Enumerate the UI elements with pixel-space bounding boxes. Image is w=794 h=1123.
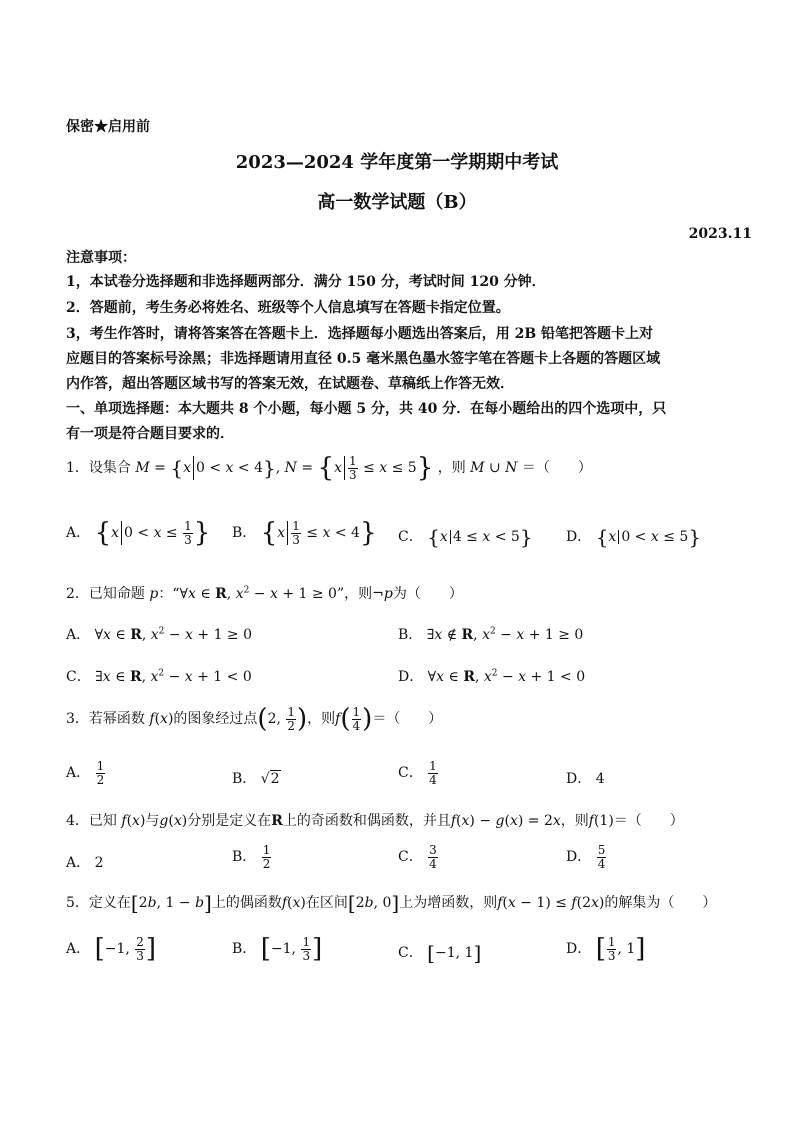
q1-option-a[interactable]: A． {x 0 < x ≤ $\frac{1}{3}$ }: [66, 518, 211, 549]
q1-option-b[interactable]: B． {x $\frac{1}{3}$ ≤ x < 4}: [232, 518, 377, 549]
exam-title: 2023—2024 学年度第一学期期中考试: [235, 152, 559, 173]
q4-option-c[interactable]: C． $\frac{3}{4}$: [398, 843, 437, 871]
q1-union: M: [470, 460, 485, 477]
secret-label: 保密★启用前: [66, 119, 150, 135]
q1-option-c[interactable]: C． {x 4 ≤ x < 5}: [398, 525, 533, 549]
q1-set-m: M = {x 0 < x < 4}, N = {x $\frac{1}{3}$ ≤ x ≤ 5}: [135, 453, 434, 484]
q2-option-b[interactable]: B． ∃x ∉ R, $x^2 - x + 1 \ge 0$: [398, 626, 584, 643]
note-3-line2: 应题目的答案标号涂黑；非选择题请用直径 0.5 毫米黑色墨水签字笔在答题卡上各题的答题区域: [66, 351, 661, 367]
q5-option-a[interactable]: A． [−1, $\frac{2}{3}$ ]: [66, 934, 157, 965]
q3-option-a[interactable]: A． $\frac{1}{2}$: [66, 759, 105, 787]
note-2: 2．答题前，考生务必将姓名、班级等个人信息填写在答题卡指定位置。: [66, 300, 510, 316]
exam-subtitle: 高一数学试题（B）: [317, 192, 477, 213]
note-1: 1，本试卷分选择题和非选择题两部分．满分 150 分，考试时间 120 分钟．: [66, 274, 546, 290]
q1-prefix: 1．设集合: [66, 460, 131, 477]
question-4-stem: 4．已知 f(x)与g(x)分别是定义在R上的奇函数和偶函数，并且f(x) − g(x) = 2x，则f(1)＝（ ）: [66, 813, 684, 829]
note-3-line1: 3，考生作答时，请将答案答在答题卡上．选择题每小题选出答案后，用 2B 铅笔把答题卡上对: [66, 326, 654, 342]
section1-line1: 一、单项选择题：本大题共 8 个小题，每小题 5 分，共 40 分．在每小题给出的四个选项中，只: [66, 401, 667, 417]
q2-proposition: ∀x ∈ R, $x^2 - x + 1 \ge 0$: [179, 585, 337, 602]
question-2-stem: 2．已知命题 p：“∀x ∈ R, $x^2 - x + 1 \ge 0$”，则¬p为（ ）: [66, 585, 463, 602]
q5-option-d[interactable]: D． [ $\frac{1}{3}$ , 1]: [566, 934, 646, 965]
section1-line2: 有一项是符合题目要求的．: [66, 426, 234, 442]
notes-heading: 注意事项：: [66, 250, 136, 266]
q4-option-d[interactable]: D． $\frac{5}{4}$: [566, 843, 606, 871]
exam-date: 2023.11: [688, 226, 752, 242]
q2-option-c[interactable]: C． ∃x ∈ R, $x^2 - x + 1 < 0$: [66, 668, 252, 685]
question-5-stem: 5．定义在[2b, 1 − b]上的偶函数f(x)在区间[2b, 0]上为增函数，则f(x − 1) ≤ f(2x)的解集为（ ）: [66, 891, 717, 915]
note-3-line3: 内作答，超出答题区域书写的答案无效，在试题卷、草稿纸上作答无效．: [66, 376, 514, 392]
q3-option-b[interactable]: B． √2: [232, 771, 280, 787]
q3-option-c[interactable]: C． $\frac{1}{4}$: [398, 759, 437, 787]
q4-option-a[interactable]: A． 2: [66, 855, 104, 871]
q3-point: (2, $\frac{1}{2}$ ): [257, 704, 308, 735]
q2-option-d[interactable]: D． ∀x ∈ R, $x^2 - x + 1 < 0$: [398, 668, 586, 685]
q2-option-a[interactable]: A． ∀x ∈ R, $x^2 - x + 1 \ge 0$: [66, 626, 253, 643]
question-1-stem: 1．设集合 M = {x 0 < x < 4}, N = {x $\frac{1}{3}$ ≤ x ≤ 5} ，则 M ∪ N ＝（ ）: [66, 453, 592, 484]
question-3-stem: 3．若幂函数 f(x)的图象经过点(2, $\frac{1}{2}$ )，则f( $\frac{1}{4}$ )＝（ ）: [66, 704, 443, 735]
q1-option-d[interactable]: D． {x 0 < x ≤ 5}: [566, 525, 702, 549]
q4-option-b[interactable]: B． $\frac{1}{2}$: [232, 843, 271, 871]
q5-option-c[interactable]: C． [−1, 1]: [398, 941, 482, 965]
q5-option-b[interactable]: B． [−1, $\frac{1}{3}$ ]: [232, 934, 323, 965]
q3-option-d[interactable]: D． 4: [566, 771, 605, 787]
